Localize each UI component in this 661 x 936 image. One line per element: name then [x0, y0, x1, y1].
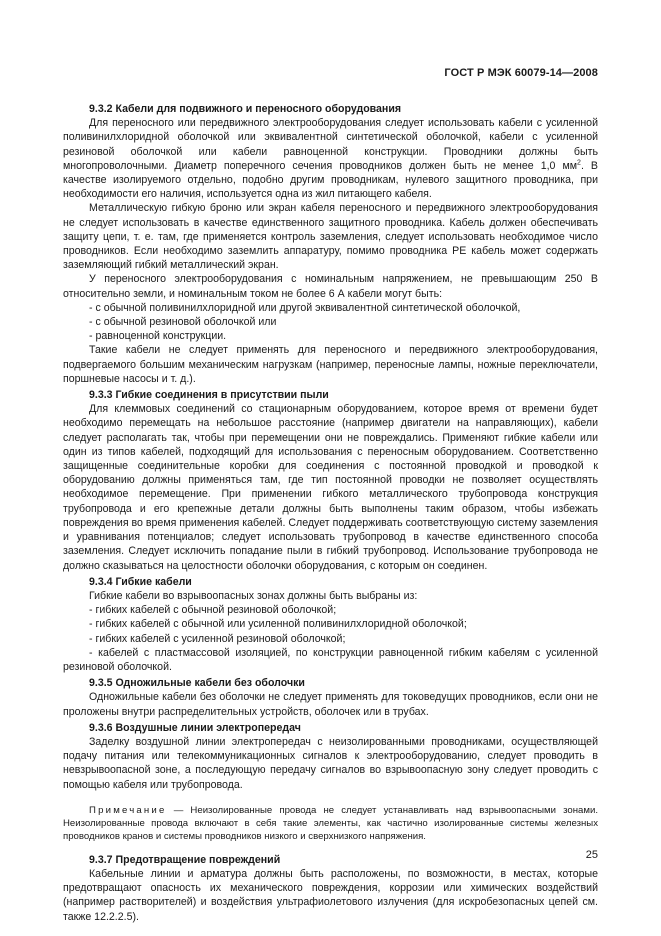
note [63, 804, 598, 843]
paragraph: У переносного электрооборудования с номинальным напряжением, не превышающим 250 В относительно земли, и номинальным током не более 6 А кабели могут быть: [63, 273, 598, 300]
superscript: 2 [577, 159, 581, 167]
note-text: — Неизолированные провода не следует устанавливать над взрывоопасными зонами. Неизолированные провода включают в себя такие элементы, как частично изолированные системы железных проводников кранов и системы проводников низкого и сверхнизкого напряжения. [63, 804, 598, 842]
list-item: - гибких кабелей с обычной или усиленной поливинилхлоридной оболочкой; [89, 618, 467, 631]
list-item: - с обычной поливинилхлоридной или другой эквивалентной синтетической оболочкой, [89, 301, 521, 314]
page-number: 25 [585, 849, 598, 861]
list-item: - гибких кабелей с обычной резиновой оболочкой; [89, 604, 337, 617]
section-heading-9-3-7: 9.3.7 Предотвращение повреждений [89, 853, 281, 866]
paragraph: Заделку воздушной линии электропередач с неизолированными проводниками, осуществляющей подачу питания или телекоммуникационных сигналов к электрооборудованию, следует проводить в невзрывоопасной зоне, а последующую передачу сигналов во взрывоопасную зону следует проводить с помощью кабеля или трубопровода. [63, 735, 598, 791]
section-heading-9-3-3: 9.3.3 Гибкие соединения в присутствии пыли [89, 389, 329, 402]
paragraph: Такие кабели не следует применять для переносного и передвижного электрооборудования, подвергаемого большим механическим нагрузкам (например, переносные лампы, ножные переключатели, поршневые насосы и т. д.). [63, 344, 598, 385]
list-item: - гибких кабелей с усиленной резиновой оболочкой; [89, 632, 346, 645]
note-label: Примечание [89, 804, 167, 816]
paragraph: Гибкие кабели во взрывоопасных зонах должны быть выбраны из: [89, 589, 418, 602]
section-heading-9-3-5: 9.3.5 Одножильные кабели без оболочки [89, 677, 305, 690]
list-item: - кабелей с пластмассовой изоляцией, по конструкции равноценной гибким кабелям с усиленной резиновой оболочкой. [63, 646, 598, 673]
paragraph: Одножильные кабели без оболочки не следует применять для токоведущих проводников, если они не проложены внутри распределительных устройств, оболочек или в трубах. [63, 691, 598, 718]
paragraph: Кабельные линии и арматура должны быть расположены, по возможности, в местах, которые предотвращают опасность их механического повреждения, коррозии или химических воздействий (например растворителей) и воздействия ультрафиолетового излучения (для искробезопасных цепей см. также 12.2.2.5). [63, 867, 598, 923]
document-body [63, 100, 598, 924]
paragraph: Металлическую гибкую броню или экран кабеля переносного и передвижного электрооборудования не следует использовать в качестве единственного защитного проводника. Кабель должен обеспечивать защиту цепи, т. е. там, где применяется контроль заземления, следует использовать необходимое число проводников. Если необходимо заземлить аппаратуру, помимо проводника РЕ кабель может содержать заземляющий гибкий металлический экран. [63, 202, 598, 272]
paragraph: Для переносного или передвижного электрооборудования следует использовать кабели с усиленной поливинилхлоридной оболочкой или эквивалентной синтетической оболочкой, кабели с усиленной резиновой оболочкой или кабели равноценной конструкции. Проводники должны быть многопроволочными. Диаметр поперечного сечения проводников должен быть не менее 1,0 $мм^2$. В качестве изолируемого отдельно, подобно другим проводникам, нулевого защитного проводника, при необходимости его наличия, используется одна из жил питающего кабеля. [63, 117, 598, 201]
section-heading-9-3-2: 9.3.2 Кабели для подвижного и переносного оборудования [89, 103, 402, 115]
section-heading-9-3-6: 9.3.6 Воздушные линии электропередач [89, 721, 301, 734]
list-item: - равноценной конструкции. [89, 330, 227, 343]
list-item: - с обычной резиновой оболочкой или [89, 316, 277, 329]
standard-header: ГОСТ Р МЭК 60079-14—2008 [444, 67, 598, 79]
section-heading-9-3-4: 9.3.4 Гибкие кабели [89, 575, 192, 588]
paragraph: Для клеммовых соединений со стационарным оборудованием, которое время от времени будет необходимо перемещать на небольшое расстояние (например двигатели на направляющих), кабели следует располагать так, чтобы при перемещении они не повреждались. Применяют гибкие кабели или один из типов кабелей, подходящий для использования с переносным оборудованием. Соответственно защищенные соединительные коробки для соединения с постоянной проводкой и проводкой к оборудованию должны применяться там, где тип постоянной проводки не позволяет осуществлять необходимое перемещение. При применении гибкого металлического трубопровода конструкция трубопровода и его крепежные детали должны быть выполнены таким образом, чтобы избежать повреждения во время применения кабелей. Следует поддерживать соответствующую систему заземления и уравнивания потенциалов; следует использовать трубопровод в качестве единственного способа заземления. Следует исключить попадание пыли в гибкий трубопровод. Использование трубопровода не должно сказываться на целостности оболочки оборудования, с которым он соединен. [63, 403, 598, 572]
